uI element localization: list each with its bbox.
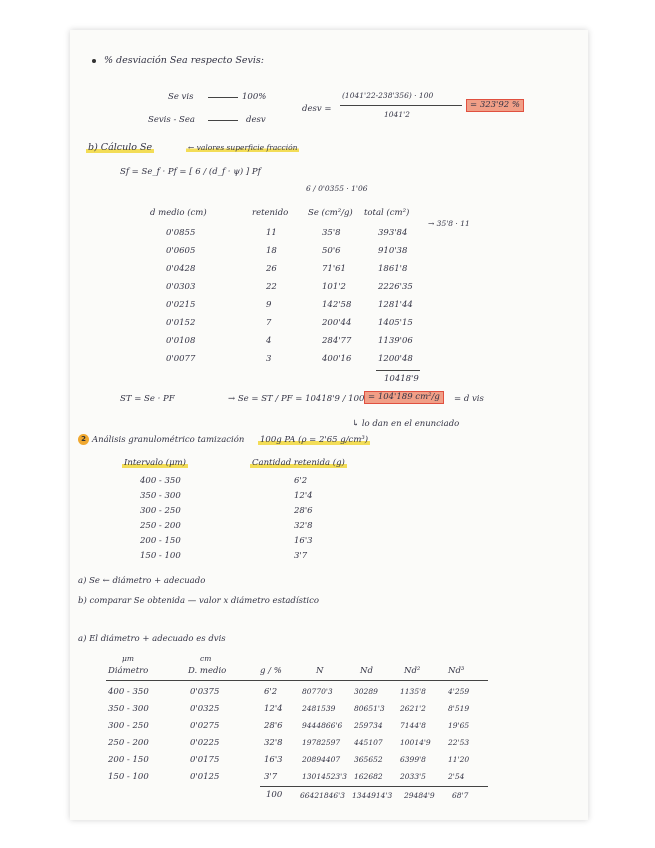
desv-lhs: desv =	[302, 104, 332, 114]
list-item: 0'0855	[166, 228, 196, 238]
header-g-pct: g / %	[260, 666, 282, 676]
list-item: 200 - 150	[140, 536, 181, 546]
list-item: 1281'44	[378, 300, 413, 310]
table-cell: 259734	[354, 721, 383, 730]
header-n: N	[316, 666, 324, 676]
table-cell: 19782597	[302, 738, 341, 747]
unit-um: μm	[122, 654, 134, 663]
list-item: 16'3	[294, 536, 313, 546]
unit-cm: cm	[200, 654, 212, 663]
table-cell: 2621'2	[400, 704, 426, 713]
header-se: Se (cm²/g)	[308, 208, 353, 218]
list-item: 11	[266, 228, 277, 238]
list-item: 22	[266, 282, 277, 292]
header-nd2: Nd²	[404, 666, 421, 676]
list-item: 300 - 250	[140, 506, 181, 516]
rule-line1-right: 100%	[242, 92, 267, 102]
list-item: 101'2	[322, 282, 346, 292]
list-item: 7	[266, 318, 272, 328]
table-cell: 0'0275	[190, 721, 220, 731]
list-item: 28'6	[294, 506, 313, 516]
table-cell: 28'6	[264, 721, 283, 731]
rule-dash	[208, 120, 238, 121]
section-2-title-tail: 100g PA (ρ = 2'65 g/cm³)	[260, 435, 369, 445]
list-item: 3	[266, 354, 272, 364]
table-cell: 400 - 350	[108, 687, 149, 697]
sf-formula: Sf = Se_f · Pf = [ 6 / (d_f · ψ) ] Pf	[120, 167, 261, 177]
list-item: 2226'35	[378, 282, 413, 292]
desv-result: = 323'92 %	[466, 99, 524, 112]
list-item: 142'58	[322, 300, 352, 310]
list-item: 12'4	[294, 491, 313, 501]
list-item: 50'6	[322, 246, 341, 256]
table-cell: 365652	[354, 755, 383, 764]
list-item: 6'2	[294, 476, 308, 486]
se-result: = 104'189 cm²/g	[364, 391, 444, 404]
table-cell: 80651'3	[354, 704, 385, 713]
table-cell: 4'259	[448, 687, 470, 696]
total-nd: 1344914'3	[352, 791, 393, 800]
sum-line	[376, 370, 420, 371]
sum-total: 10418'9	[384, 374, 419, 384]
table-cell: 2033'5	[400, 772, 426, 781]
table-cell: 162682	[354, 772, 383, 781]
rule-line1-left: Se vis	[168, 92, 194, 102]
table-cell: 350 - 300	[108, 704, 149, 714]
list-item: 1861'8	[378, 264, 408, 274]
list-item: 284'77	[322, 336, 352, 346]
list-item: 0'0605	[166, 246, 196, 256]
list-item: 200'44	[322, 318, 352, 328]
table-cell: 0'0375	[190, 687, 220, 697]
section-2-title: Análisis granulométrico tamización	[92, 435, 245, 445]
answer-a-heading: a) El diámetro + adecuado es dvis	[78, 634, 226, 644]
list-item: 250 - 200	[140, 521, 181, 531]
list-item: 0'0108	[166, 336, 196, 346]
table-header-rule	[106, 680, 488, 681]
table-cell: 19'65	[448, 721, 470, 730]
table-cell: 6'2	[264, 687, 278, 697]
notebook-page	[70, 30, 588, 820]
header-retenido: retenido	[252, 208, 289, 218]
table-cell: 80770'3	[302, 687, 333, 696]
table-cell: 2'54	[448, 772, 465, 781]
table-cell: 13014523'3	[302, 772, 348, 781]
table-cell: 200 - 150	[108, 755, 149, 765]
table-cell: 0'0325	[190, 704, 220, 714]
list-item: 26	[266, 264, 277, 274]
list-item: 400 - 350	[140, 476, 181, 486]
question-b: b) comparar Se obtenida — valor x diámetro estadístico	[78, 596, 319, 606]
list-item: 32'8	[294, 521, 313, 531]
header-nd3: Nd³	[448, 666, 465, 676]
table-cell: 9444866'6	[302, 721, 343, 730]
list-item: 4	[266, 336, 272, 346]
rule-line2-left: Sevis - Sea	[148, 115, 195, 125]
list-item: 0'0428	[166, 264, 196, 274]
list-item: 400'16	[322, 354, 352, 364]
table-cell: 0'0175	[190, 755, 220, 765]
list-item: 1405'15	[378, 318, 413, 328]
list-item: 3'7	[294, 551, 308, 561]
list-item: 1139'06	[378, 336, 413, 346]
rule-line2-right: desv	[246, 115, 266, 125]
total-n: 66421846'3	[300, 791, 346, 800]
se-formula: → Se = ST / PF = 10418'9 / 100	[228, 394, 365, 404]
table-cell: 300 - 250	[108, 721, 149, 731]
total-nd2: 29484'9	[404, 791, 435, 800]
totals-rule	[260, 786, 488, 787]
table-cell: 0'0125	[190, 772, 220, 782]
table-cell: 10014'9	[400, 738, 431, 747]
list-item: 910'38	[378, 246, 408, 256]
deviation-title: % desviación Sea respecto Sevis:	[104, 55, 264, 66]
header-total: total (cm²)	[364, 208, 410, 218]
list-item: 0'0077	[166, 354, 196, 364]
table-cell: 0'0225	[190, 738, 220, 748]
arrow-note: → 35'8 · 11	[428, 219, 470, 228]
st-formula: ST = Se · PF	[120, 394, 175, 404]
table-cell: 1135'8	[400, 687, 426, 696]
table-cell: 12'4	[264, 704, 283, 714]
table-cell: 250 - 200	[108, 738, 149, 748]
total-nd3: 68'7	[452, 791, 469, 800]
table-cell: 20894407	[302, 755, 341, 764]
table-cell: 22'53	[448, 738, 470, 747]
table-cell: 8'519	[448, 704, 470, 713]
bullet-dot	[92, 59, 96, 63]
rule-dash	[208, 97, 238, 98]
section-number-badge: 2	[78, 434, 89, 445]
table-cell: 2481539	[302, 704, 336, 713]
table-cell: 16'3	[264, 755, 283, 765]
header-intervalo: Intervalo (μm)	[124, 458, 186, 468]
header-nd: Nd	[360, 666, 373, 676]
list-item: 150 - 100	[140, 551, 181, 561]
list-item: 393'84	[378, 228, 408, 238]
list-item: 35'8	[322, 228, 341, 238]
total-g: 100	[266, 790, 283, 800]
table-cell: 445107	[354, 738, 383, 747]
table-cell: 7144'8	[400, 721, 426, 730]
header-cantidad: Cantidad retenida (g)	[252, 458, 345, 468]
fraction-bar	[340, 105, 462, 106]
list-item: 71'61	[322, 264, 346, 274]
header-d-medio-cm: D. medio	[188, 666, 227, 676]
list-item: 0'0303	[166, 282, 196, 292]
header-diametro: Diámetro	[108, 666, 149, 676]
table-cell: 150 - 100	[108, 772, 149, 782]
se-factor: 6 / 0'0355 · 1'06	[306, 184, 368, 193]
table-cell: 30289	[354, 687, 378, 696]
table-cell: 6399'8	[400, 755, 426, 764]
table-cell: 11'20	[448, 755, 470, 764]
table-cell: 32'8	[264, 738, 283, 748]
list-item: 0'0215	[166, 300, 196, 310]
list-item: 350 - 300	[140, 491, 181, 501]
list-item: 9	[266, 300, 272, 310]
section-b-note: ← valores superficie fracción	[188, 143, 298, 152]
list-item: 0'0152	[166, 318, 196, 328]
se-result-tail: = d vis	[454, 394, 484, 404]
desv-numerator: (1041'22-238'356) · 100	[342, 91, 434, 100]
list-item: 18	[266, 246, 277, 256]
table-cell: 3'7	[264, 772, 278, 782]
section-b-heading: b) Cálculo Se	[88, 142, 153, 153]
desv-denominator: 1041'2	[384, 110, 410, 119]
list-item: 1200'48	[378, 354, 413, 364]
header-d-medio: d medio (cm)	[150, 208, 207, 218]
statement-note: ↳ lo dan en el enunciado	[352, 419, 460, 429]
question-a: a) Se ← diámetro + adecuado	[78, 576, 206, 586]
